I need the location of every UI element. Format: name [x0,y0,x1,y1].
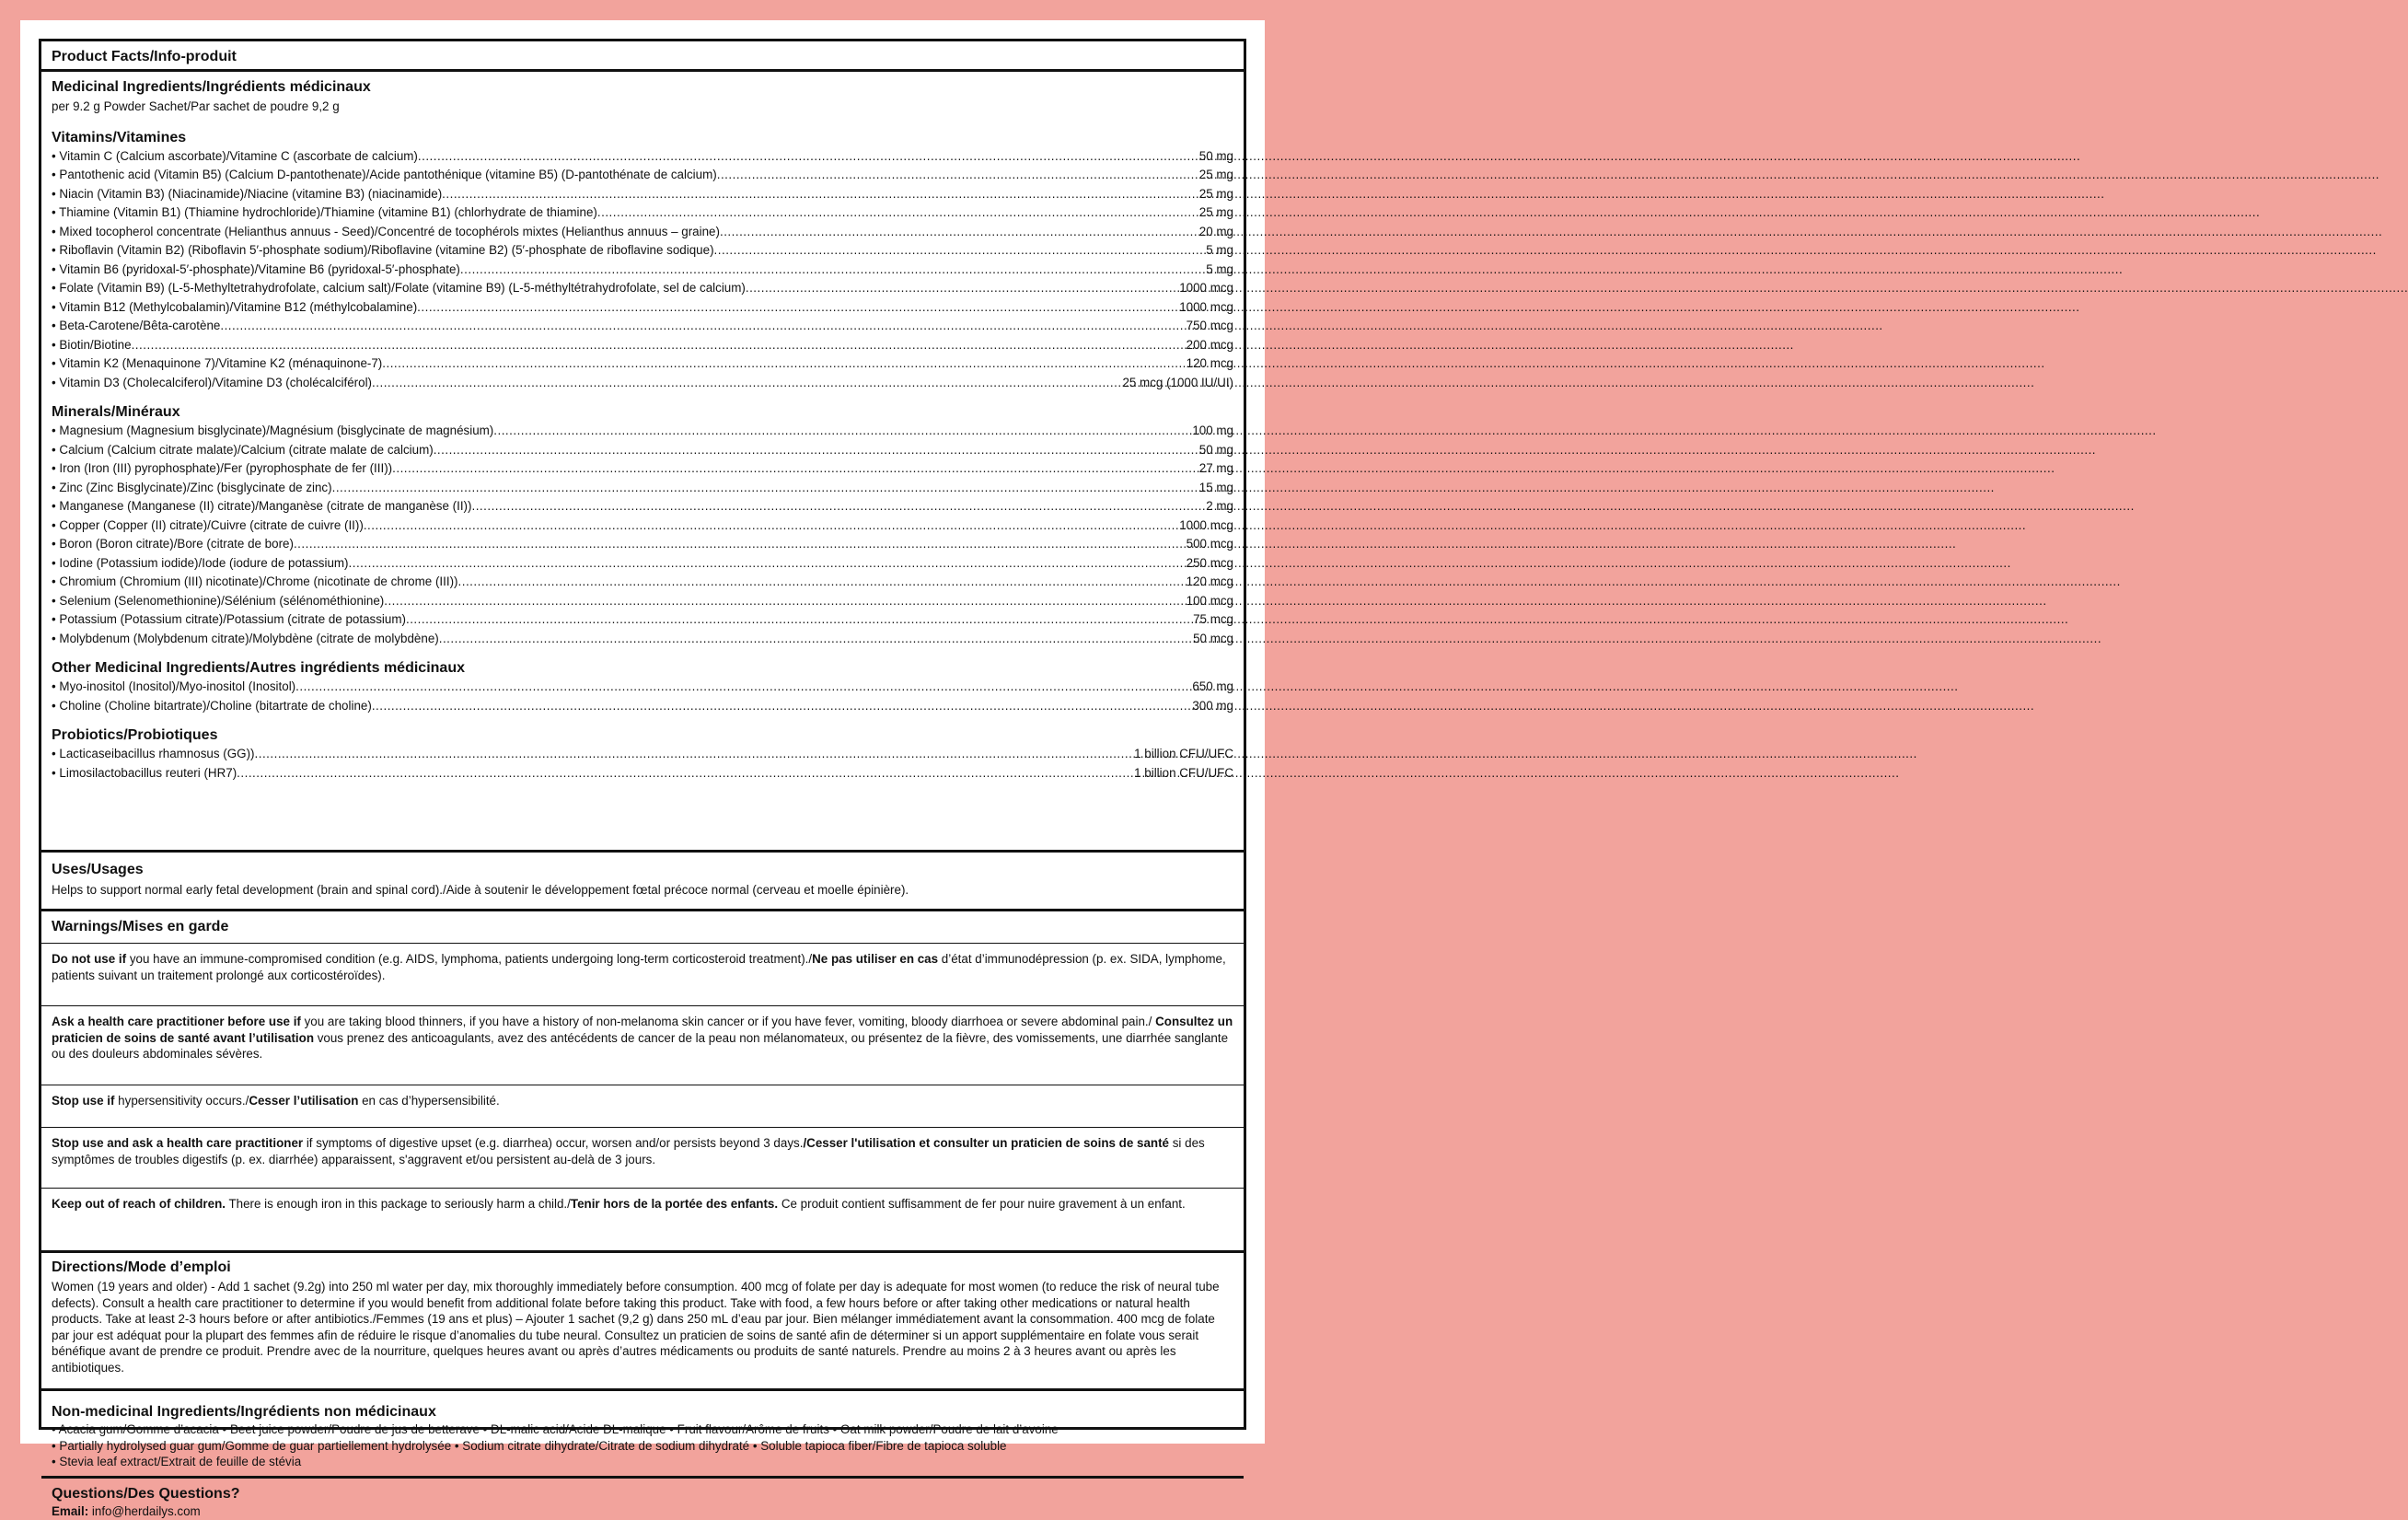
email-address[interactable]: info@herdailys.com [88,1504,201,1518]
ingredient-row [52,745,1233,764]
ingredient-row [52,573,1233,592]
dot-leader [406,610,1193,630]
ingredient-row [52,764,1233,783]
warning-3-bold-fr: Cesser l’utilisation [249,1094,359,1108]
other-medicinal-title: Other Medicinal Ingredients/Autres ingrédients médicinaux [52,660,465,676]
dot-leader [417,298,1179,318]
vitamins-list [52,147,1233,393]
product-facts-panel [39,39,1246,1518]
ingredient-amount: 2 mg [1206,499,1233,513]
questions-section [41,1479,1244,1520]
minerals-title: Minerals/Minéraux [52,404,180,420]
ingredient-name: • Calcium (Calcium citrate malate)/Calcium (citrate malate de calcium) [52,442,434,457]
minerals-list [52,422,1233,648]
warning-1-bold-en: Do not use if [52,952,127,966]
ingredient-name: • Chromium (Chromium (III) nicotinate)/Chrome (nicotinate de chrome (III)) [52,574,458,588]
dot-leader [295,678,1192,697]
dot-leader [717,166,1199,185]
ingredient-row [52,336,1233,355]
dot-leader [294,535,1187,554]
ingredient-row [52,497,1233,516]
probiotics-list [52,745,1233,783]
dot-leader [372,374,1122,393]
ingredient-amount: 15 mg [1198,480,1233,494]
ingredient-row [52,147,1233,167]
ingredient-row [52,459,1233,479]
warnings-header [41,911,1244,944]
dot-leader [460,261,1206,280]
ingredient-amount: 50 mcg [1193,631,1233,645]
non-medicinal-title: Non-medicinal Ingredients/Ingrédients non médicinaux [52,1404,436,1420]
warning-3-bold-en: Stop use if [52,1094,115,1108]
ingredient-name: • Vitamin B6 (pyridoxal-5′-phosphate)/Vitamine B6 (pyridoxal-5′-phosphate) [52,261,460,276]
ingredient-name: • Thiamine (Vitamin B1) (Thiamine hydrochloride)/Thiamine (vitamine B1) (chlorhydrate de thiamine) [52,205,597,219]
ingredient-row [52,610,1233,630]
ingredient-name: • Riboflavin (Vitamin B2) (Riboflavin 5′-phosphate sodium)/Riboflavine (vitamine B2) (5′-phosphate de riboflavine sodique) [52,243,714,257]
ingredient-name: • Beta-Carotene/Bêta-carotène [52,319,221,332]
warning-keep-out-of-reach [41,1189,1244,1253]
ingredient-amount: 100 mcg [1186,593,1233,608]
ingredient-name: • Vitamin C (Calcium ascorbate)/Vitamine C (ascorbate de calcium) [52,148,418,163]
dot-leader [349,554,1187,574]
ingredient-name: • Biotin/Biotine [52,337,132,352]
ingredient-row [52,535,1233,554]
questions-title: Questions/Des Questions? [52,1486,240,1502]
ingredient-row [52,298,1233,318]
ingredient-amount: 1000 mcg [1179,281,1233,295]
uses-title: Uses/Usages [52,862,144,877]
warning-ask-practitioner [41,1006,1244,1085]
ingredient-row [52,185,1233,204]
ingredient-row [52,374,1233,393]
ingredient-amount: 200 mcg [1186,337,1233,352]
non-medicinal-section [41,1391,1244,1479]
ingredient-row [52,354,1233,374]
uses-section [41,853,1244,911]
dot-leader [434,441,1199,460]
dot-leader [746,279,1179,298]
ingredient-row [52,166,1233,185]
ingredient-row [52,422,1233,441]
email-label: Email: [52,1504,89,1518]
dot-leader [458,573,1187,592]
ingredient-row [52,592,1233,611]
ingredient-amount: 20 mg [1198,224,1233,238]
dot-leader [720,223,1199,242]
warning-do-not-use [41,944,1244,1006]
ingredient-amount: 1000 mcg [1179,299,1233,314]
medicinal-title: Medicinal Ingredients/Ingrédients médicinaux [52,79,371,95]
dot-leader [220,317,1186,336]
ingredient-name: • Limosilactobacillus reuteri (HR7) [52,765,237,780]
ingredient-name: • Boron (Boron citrate)/Bore (citrate de bore) [52,537,294,551]
dot-leader [418,147,1199,167]
warning-5-text-fr: Ce produit contient suffisamment de fer pour nuire gravement à un enfant. [778,1197,1186,1211]
dot-leader [372,697,1193,716]
ingredient-name: • Magnesium (Magnesium bisglycinate)/Magnésium (bisglycinate de magnésium) [52,424,494,437]
serving-size: per 9.2 g Powder Sachet/Par sachet de poudre 9,2 g [52,99,340,113]
warning-4-bold-en: Stop use and ask a health care practitioner [52,1136,304,1150]
ingredient-amount: 5 mg [1206,261,1233,276]
warning-5-text-en: There is enough iron in this package to seriously harm a child./ [225,1197,571,1211]
non-medicinal-line-1: • Acacia gum/Gomme d’acacia • Beet juice powder/Poudre de jus de betterave • DL-malic acid/Acide DL-malique • Fruit flavour/Arôme de fruits • Oat milk powder/Poudre de lait d’avoine [52,1422,1059,1436]
ingredient-row [52,279,1233,298]
ingredient-row [52,630,1233,649]
ingredient-amount: 500 mcg [1186,537,1233,551]
ingredient-amount: 25 mcg (1000 IU/UI) [1122,375,1233,389]
ingredient-row [52,678,1233,697]
warning-2-bold-fr: Consultez un praticien de soins de santé avant l’utilisation [52,1015,1233,1045]
other-medicinal-list [52,678,1233,715]
dot-leader [382,354,1186,374]
ingredient-amount: 5 mg [1206,243,1233,257]
ingredient-name: • Manganese (Manganese (II) citrate)/Manganèse (citrate de manganèse (II)) [52,499,472,513]
dot-leader [392,459,1199,479]
ingredient-amount: 25 mg [1198,205,1233,219]
ingredient-name: • Lacticaseibacillus rhamnosus (GG)) [52,747,255,760]
warning-3-text-fr: en cas d’hypersensibilité. [358,1094,500,1108]
ingredient-name: • Choline (Choline bitartrate)/Choline (bitartrate de choline) [52,698,372,713]
ingredient-amount: 1 billion CFU/UFC [1134,747,1233,760]
warning-3-text-en: hypersensitivity occurs./ [114,1094,249,1108]
questions-contact [52,1503,1233,1520]
ingredient-name: • Iodine (Potassium iodide)/Iode (iodure de potassium) [52,555,349,570]
uses-text: Helps to support normal early fetal development (brain and spinal cord)./Aide à soutenir le développement fœtal précoce normal (cerveau et moelle épinière). [52,883,909,897]
label-sheet [20,20,1265,1518]
ingredient-name: • Folate (Vitamin B9) (L-5-Methyltetrahydrofolate, calcium salt)/Folate (vitamine B9) (L-5-méthyltétrahydrofolate, sel de calcium) [52,281,746,295]
ingredient-amount: 25 mg [1198,186,1233,201]
directions-title: Directions/Mode d’emploi [52,1259,231,1275]
ingredient-row [52,441,1233,460]
vitamins-title: Vitamins/Vitamines [52,129,187,145]
ingredient-name: • Pantothenic acid (Vitamin B5) (Calcium D-pantothenate)/Acide pantothénique (vitamine B5) (D-pantothénate de calcium) [52,168,717,181]
ingredient-name: • Myo-inositol (Inositol)/Myo-inositol (Inositol) [52,679,296,693]
ingredient-row [52,516,1233,536]
ingredient-name: • Molybdenum (Molybdenum citrate)/Molybdène (citrate de molybdène) [52,631,439,645]
dot-leader [439,630,1193,649]
ingredient-row [52,317,1233,336]
warning-2-bold-en: Ask a health care practitioner before use if [52,1015,301,1028]
ingredient-amount: 250 mcg [1186,555,1233,570]
product-facts-header [41,41,1244,72]
warning-2-text-fr: vous prenez des anticoagulants, avez des antécédents de cancer de la peau non mélanomateux, ou présentez de la fièvre, des vomissements, une diarrhée sanglante ou des douleurs abdominales sévères. [52,1030,1229,1061]
dot-leader [442,185,1199,204]
warning-5-bold-fr: Tenir hors de la portée des enfants. [570,1197,779,1211]
warning-stop-and-ask [41,1128,1244,1189]
ingredient-amount: 75 mcg [1193,612,1233,626]
directions-text: Women (19 years and older) - Add 1 sachet (9.2g) into 250 ml water per day, mix thoroughly immediately before consumption. 400 mcg of folate per day is adequate for most women (to reduce the risk of neural tube defects). Consult a health care practitioner to determine if you would benefit from additional folate before taking this product. Take with food, a few hours before or after taking other medications or natural health products. Take at least 2-3 hours before or after antibiotics./Femmes (19 ans et plus) – Ajouter 1 sachet (9,2 g) dans 250 mL d’eau par jour. Bien mélanger immédiatement avant la consommation. 400 mcg de folate par jour est adéquat pour la plupart des femmes afin de réduire le risque d’anomalies du tube neural. Consultez un praticien de soins de santé afin de déterminer si un apport supplémentaire en folate vous serait bénéfique avant de prendre ce produit. Prendre avec de la nourriture, quelques heures avant ou après d’autres médicaments ou produits de santé naturels. Prendre au moins 2 à 3 heures avant ou après les antibiotiques. [52,1280,1220,1375]
directions-section [41,1253,1244,1391]
product-facts-title: Product Facts/Info-produit [52,49,237,64]
ingredient-row [52,241,1233,261]
medicinal-ingredients-section [41,72,1244,853]
ingredient-name: • Potassium (Potassium citrate)/Potassium (citrate de potassium) [52,612,406,626]
ingredient-row [52,203,1233,223]
ingredient-name: • Vitamin K2 (Menaquinone 7)/Vitamine K2 (ménaquinone-7) [52,356,383,370]
warnings-title: Warnings/Mises en garde [52,919,229,934]
warning-1-text-en: you have an immune-compromised condition (e.g. AIDS, lymphoma, patients undergoing long-term corticosteroid treatment)./ [126,952,813,966]
ingredient-row [52,697,1233,716]
ingredient-row [52,479,1233,498]
warning-stop-use [41,1085,1244,1128]
dot-leader [237,764,1134,783]
ingredient-name: • Zinc (Zinc Bisglycinate)/Zinc (bisglycinate de zinc) [52,480,332,494]
dot-leader [493,422,1192,441]
dot-leader [597,203,1199,223]
ingredient-row [52,223,1233,242]
ingredient-amount: 120 mcg [1186,356,1233,370]
warning-5-bold-en: Keep out of reach of children. [52,1197,226,1211]
ingredient-name: • Vitamin D3 (Cholecalciferol)/Vitamine D3 (cholécalciférol) [52,375,373,389]
ingredient-amount: 27 mg [1198,461,1233,475]
ingredient-amount: 300 mg [1192,698,1233,713]
dot-leader [364,516,1179,536]
dot-leader [332,479,1199,498]
ingredient-name: • Mixed tocopherol concentrate (Helianthus annuus - Seed)/Concentré de tocophérols mixtes (Helianthus annuus – graine) [52,224,720,238]
dot-leader [714,241,1207,261]
ingredient-name: • Niacin (Vitamin B3) (Niacinamide)/Niacine (vitamine B3) (niacinamide) [52,186,443,201]
ingredient-amount: 1000 mcg [1179,517,1233,532]
ingredient-row [52,261,1233,280]
warning-4-bold-fr: /Cesser l'utilisation et consulter un praticien de soins de santé [803,1136,1170,1150]
ingredient-name: • Selenium (Selenomethionine)/Sélénium (sélénométhionine) [52,593,385,608]
warning-1-bold-fr: Ne pas utiliser en cas [812,952,939,966]
ingredient-amount: 1 billion CFU/UFC [1134,765,1233,780]
warning-1-text-fr: d’état d’immunodépression (p. ex. SIDA, lymphome, patients suivant un traitement prolongé aux corticostéroïdes). [52,952,1226,982]
warning-4-text-en: if symptoms of digestive upset (e.g. diarrhea) occur, worsen and/or persists beyond 3 days. [303,1136,804,1150]
ingredient-amount: 100 mg [1192,424,1233,437]
dot-leader [471,497,1206,516]
ingredient-name: • Vitamin B12 (Methylcobalamin)/Vitamine B12 (méthylcobalamine) [52,299,418,314]
non-medicinal-line-3: • Stevia leaf extract/Extrait de feuille de stévia [52,1455,302,1468]
ingredient-amount: 650 mg [1192,679,1233,693]
probiotics-title: Probiotics/Probiotiques [52,727,218,743]
ingredient-name: • Copper (Copper (II) citrate)/Cuivre (citrate de cuivre (II)) [52,517,364,532]
ingredient-amount: 50 mg [1198,442,1233,457]
dot-leader [132,336,1187,355]
warning-2-text-en: you are taking blood thinners, if you have a history of non-melanoma skin cancer or if you have fever, vomiting, bloody diarrhoea or severe abdominal pain./ [300,1015,1156,1028]
ingredient-name: • Iron (Iron (III) pyrophosphate)/Fer (pyrophosphate de fer (III)) [52,461,393,475]
non-medicinal-line-2: • Partially hydrolysed guar gum/Gomme de guar partiellement hydrolysée • Sodium citrate dihydrate/Citrate de sodium dihydraté • Soluble tapioca fiber/Fibre de tapioca soluble [52,1438,1007,1453]
warning-4-text-fr: si des symptômes de troubles digestifs (p. ex. diarrhée) apparaissent, s'aggravent et/ou persistent au-delà de 3 jours. [52,1136,1205,1166]
ingredient-amount: 120 mcg [1186,574,1233,588]
ingredient-row [52,554,1233,574]
ingredient-amount: 750 mcg [1186,319,1233,332]
ingredient-amount: 50 mg [1198,148,1233,163]
dot-leader [384,592,1186,611]
ingredient-amount: 25 mg [1198,168,1233,181]
dot-leader [255,745,1135,764]
